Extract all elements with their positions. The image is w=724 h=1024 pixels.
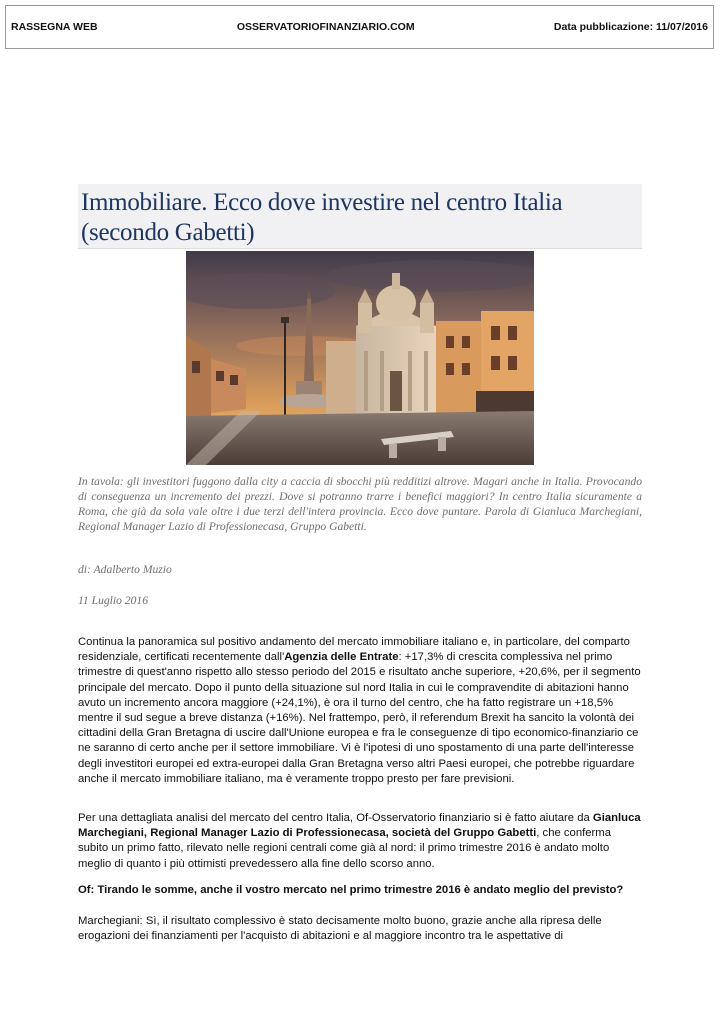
paragraph-2-text-a: Per una dettagliata analisi del mercato del centro Italia, Of-Osservatorio finanziario si è fatto aiutare da (78, 812, 593, 824)
piazza-navona-illustration (186, 251, 534, 465)
article-author: di: Adalberto Muzio (78, 563, 172, 576)
paragraph-1-text-a: Continua la panoramica sul positivo andamento del mercato immobiliare italiano e, in particolare, del comparto residenziale, certificati recentemente dall' (78, 636, 630, 664)
paragraph-2-text-c: , che conferma subito un primo fatto, rilevato nelle regioni centrali come già al nord: il primo trimestre 2016 è andato molto meglio di quanto i più ottimisti prevedessero alla fine dello scorso anno. (78, 827, 611, 870)
paragraph-1-text-c: : +17,3% di crescita complessiva nel primo trimestre di quest'anno rispetto allo stesso periodo del 2015 e risultato anche superiore, +20,6%, per il segmento principale del mercato. Dopo il punto della situazione sul nord Italia in cui le compravendite di abitazioni hanno avuto un incremento ancora maggiore (+24,1%), è ora il turno del centro, che ha fatto registrare un +18,5% mentre il sud segue a breve distanza (+16%). Nel frattempo, però, il referendum Brexit ha sancito la volontà dei cittadini della Gran Bretagna di uscire dall'Unione europea e fra le conseguenze di tipo economico-finanziario ce ne saranno di certo anche per il settore immobiliare. Vi è l'ipotesi di uno spostamento di una parte dell'interesse degli investitori europei ed extra-europei dalla Gran Bretagna verso altri Paesi europei, che potrebbe riguardare anche il mercato immobiliare italiano, ma è veramente troppo presto per fare previsioni. (78, 651, 641, 785)
title-band (78, 184, 642, 249)
interview-question (78, 883, 642, 898)
paragraph-2 (78, 811, 642, 872)
header-center: OSSERVATORIOFINANZIARIO.COM (236, 21, 415, 33)
paragraph-1 (78, 635, 642, 787)
page-header (5, 5, 714, 49)
paragraph-2-bold: Gianluca Marchegiani, Regional Manager Lazio di Professionecasa, società del Gruppo Gabetti (78, 812, 641, 840)
interview-answer: Marchegiani: Sì, il risultato complessivo è stato decisamente molto buono, grazie anche alla ripresa delle erogazioni dei finanziamenti per l'acquisto di abitazioni e al maggiore incontro tra le aspettative di (78, 915, 602, 943)
paragraph-1-bold: Agenzia delle Entrate (284, 651, 399, 664)
header-left: RASSEGNA WEB (11, 21, 98, 33)
article-title: Immobiliare. Ecco dove investire nel centro Italia (secondo Gabetti) (81, 189, 563, 246)
interview-question-text: Of: Tirando le somme, anche il vostro mercato nel primo trimestre 2016 è andato meglio del previsto? (78, 884, 624, 896)
article-intro: In tavola: gli investitori fuggono dalla city a caccia di sbocchi più redditizi altrove. Magari anche in Italia. Provocando di conseguenza un incremento dei prezzi. Dove si potranno trarre i benefici maggiori? In centro Italia sicuramente a Roma, che già da sola vale oltre i due terzi dell'intera provincia. Ecco dove puntare. Parola di Gianluca Marchegiani, Regional Manager Lazio di Professionecasa, Gruppo Gabetti. (78, 475, 642, 533)
header-publication-date: Data pubblicazione: 11/07/2016 (553, 21, 708, 33)
article-date: 11 Luglio 2016 (78, 594, 148, 607)
article-photo (186, 251, 534, 465)
